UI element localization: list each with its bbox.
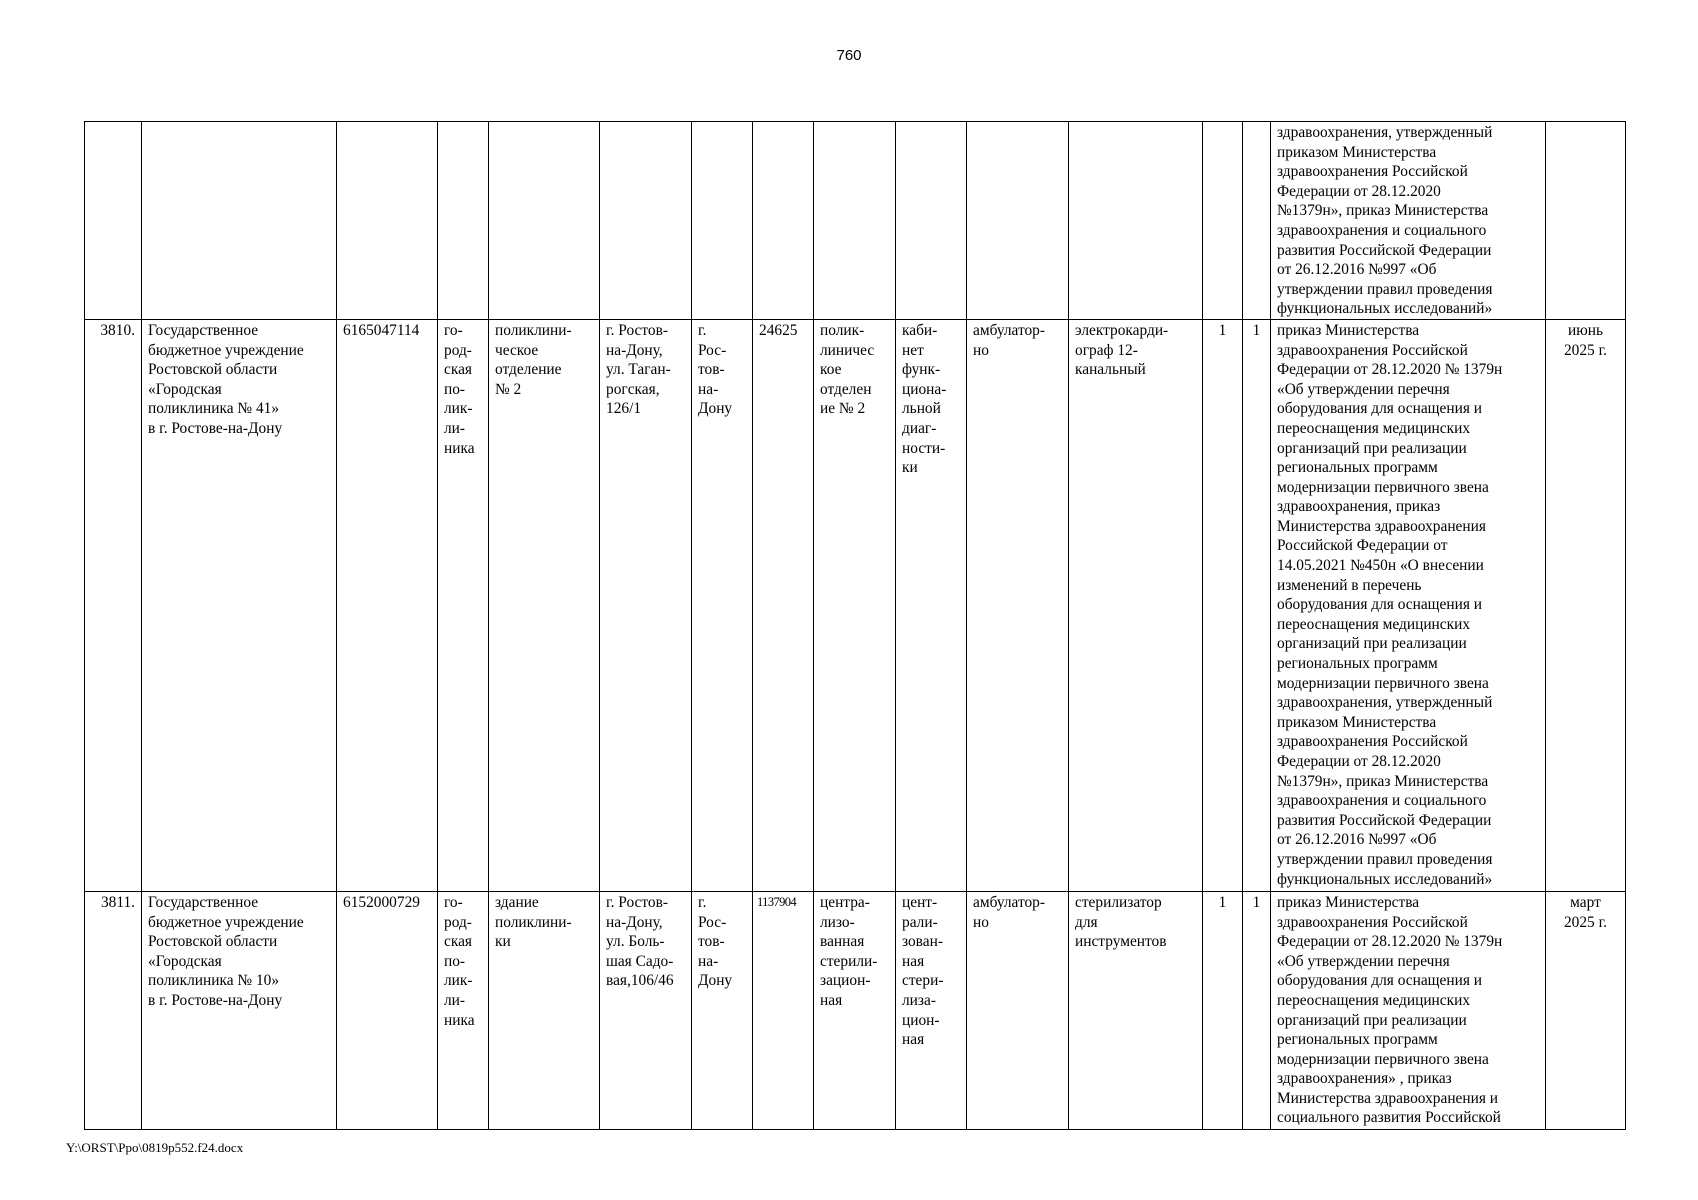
- equipment-cell: [1069, 122, 1203, 320]
- equipment-cell: [1069, 891, 1203, 1129]
- text-line: на-Дону,: [606, 341, 663, 359]
- organization-cell: [142, 891, 337, 1129]
- text-line: для: [1075, 913, 1098, 931]
- care-type-cell: [967, 891, 1069, 1129]
- inn-cell: 6152000729: [337, 891, 438, 1129]
- text-line: Рос-: [698, 341, 727, 359]
- text-line: функциональных исследований»: [1277, 300, 1493, 318]
- equipment-register-table: [84, 121, 1626, 1130]
- organization-cell: [142, 122, 337, 320]
- text-line: Ростовской области: [148, 361, 278, 379]
- unit-cell: [896, 891, 967, 1129]
- text-line: оборудования для оснащения и: [1277, 596, 1482, 614]
- text-line: утверждении правил проведения: [1277, 280, 1493, 298]
- text-line: «Городская: [148, 380, 222, 398]
- inn-cell: 6165047114: [337, 319, 438, 891]
- address-cell: [600, 319, 692, 891]
- text-line: Ростовской области: [148, 933, 278, 951]
- text-line: но: [973, 913, 989, 931]
- text-line: нет: [902, 341, 924, 359]
- text-line: каби-: [902, 321, 938, 339]
- legal-basis-cell: [1271, 122, 1546, 320]
- text-line: стерили-: [820, 952, 878, 970]
- text-line: бюджетное учреждение: [148, 913, 304, 931]
- text-line: «Об утверждении перечня: [1277, 380, 1450, 398]
- text-line: Дону: [698, 972, 733, 990]
- page-number: 760: [836, 47, 862, 64]
- text-line: зован-: [902, 933, 943, 951]
- text-line: приказ Министерства: [1277, 321, 1420, 339]
- text-line: бюджетное учреждение: [148, 341, 304, 359]
- text-line: переоснащения медицинских: [1277, 615, 1471, 633]
- text-line: здравоохранения Российской: [1277, 163, 1468, 181]
- text-line: линичес: [820, 341, 875, 359]
- text-line: «Об утверждении перечня: [1277, 952, 1450, 970]
- text-line: Рос-: [698, 913, 727, 931]
- city-cell: [692, 319, 753, 891]
- institution-type-cell: [438, 319, 489, 891]
- text-line: ная: [902, 952, 925, 970]
- text-line: вая,106/46: [606, 972, 674, 990]
- text-line: ника: [444, 1011, 475, 1029]
- text-line: социального развития Российской: [1277, 1109, 1501, 1127]
- text-line: развития Российской Федерации: [1277, 241, 1492, 259]
- text-line: диаг-: [902, 419, 937, 437]
- text-line: амбулатор-: [973, 321, 1045, 339]
- address-cell: [600, 122, 692, 320]
- text-line: тов-: [698, 361, 725, 379]
- text-line: ки: [902, 459, 918, 477]
- building-cell: [489, 891, 600, 1129]
- text-line: полик-: [820, 321, 865, 339]
- quantity-cell-2: 1: [1243, 319, 1271, 891]
- legal-basis-cell: [1271, 891, 1546, 1129]
- text-line: Российской Федерации от: [1277, 537, 1448, 555]
- text-line: ванная: [820, 933, 865, 951]
- text-line: но: [973, 341, 989, 359]
- institution-type-cell: [438, 122, 489, 320]
- text-line: род-: [444, 913, 472, 931]
- text-line: приказом Министерства: [1277, 143, 1437, 161]
- text-line: Федерации от 28.12.2020 № 1379н: [1277, 361, 1503, 379]
- text-line: стери-: [902, 972, 944, 990]
- text-line: здравоохранения Российской: [1277, 733, 1468, 751]
- text-line: приказ Министерства: [1277, 893, 1420, 911]
- text-line: ли-: [444, 419, 466, 437]
- text-line: электрокарди-: [1075, 321, 1169, 339]
- text-line: ческое: [495, 341, 539, 359]
- text-line: региональных программ: [1277, 459, 1438, 477]
- quantity-cell-2: [1243, 122, 1271, 320]
- text-line: Федерации от 28.12.2020 № 1379н: [1277, 933, 1503, 951]
- text-line: поликлиника № 10»: [148, 972, 280, 990]
- date-cell: [1546, 891, 1626, 1129]
- institution-type-cell: [438, 891, 489, 1129]
- text-line: го-: [444, 893, 463, 911]
- text-line: инструментов: [1075, 933, 1167, 951]
- text-line: г. Ростов-: [606, 321, 668, 339]
- text-line: оборудования для оснащения и: [1277, 400, 1482, 418]
- text-line: Государственное: [148, 893, 259, 911]
- text-line: региональных программ: [1277, 655, 1438, 673]
- text-line: здравоохранения и социального: [1277, 221, 1487, 239]
- text-line: развития Российской Федерации: [1277, 811, 1492, 829]
- care-type-cell: [967, 319, 1069, 891]
- division-cell: [814, 891, 896, 1129]
- text-line: функциональных исследований»: [1277, 870, 1493, 888]
- text-line: кое: [820, 361, 842, 379]
- text-line: лизо-: [820, 913, 855, 931]
- text-line: июнь: [1568, 321, 1603, 339]
- text-line: канальный: [1075, 361, 1146, 379]
- text-line: поликлини-: [495, 321, 572, 339]
- text-line: льной: [902, 400, 941, 418]
- city-cell: [692, 891, 753, 1129]
- text-line: 2025 г.: [1563, 341, 1608, 359]
- text-line: «Городская: [148, 952, 222, 970]
- text-line: здравоохранения, приказ: [1277, 498, 1441, 516]
- text-line: от 26.12.2016 №997 «Об: [1277, 831, 1437, 849]
- quantity-cell-2: 1: [1243, 891, 1271, 1129]
- inn-cell: [337, 122, 438, 320]
- text-line: в г. Ростове-на-Дону: [148, 991, 283, 1009]
- text-line: Дону: [698, 400, 733, 418]
- row-number-cell: 3810.: [85, 319, 142, 891]
- care-type-cell: [967, 122, 1069, 320]
- text-line: отделение: [495, 361, 562, 379]
- text-line: Государственное: [148, 321, 259, 339]
- text-line: приказом Министерства: [1277, 713, 1437, 731]
- division-cell: [814, 319, 896, 891]
- building-cell: [489, 122, 600, 320]
- text-line: №1379н», приказ Министерства: [1277, 772, 1489, 790]
- text-line: модернизации первичного звена: [1277, 1050, 1489, 1068]
- code-cell: 1137904: [753, 891, 814, 1129]
- city-cell: [692, 122, 753, 320]
- equipment-cell: [1069, 319, 1203, 891]
- text-line: цент-: [902, 893, 938, 911]
- text-line: центра-: [820, 893, 870, 911]
- code-cell: 24625: [753, 319, 814, 891]
- unit-cell: [896, 319, 967, 891]
- text-line: циона-: [902, 380, 947, 398]
- text-line: ская: [444, 361, 472, 379]
- text-line: ная: [820, 991, 843, 1009]
- text-line: в г. Ростове-на-Дону: [148, 419, 283, 437]
- quantity-cell: 1: [1203, 319, 1243, 891]
- division-cell: [814, 122, 896, 320]
- text-line: Федерации от 28.12.2020: [1277, 753, 1441, 770]
- text-line: отделен: [820, 380, 872, 398]
- text-line: г.: [698, 893, 707, 911]
- text-line: ки: [495, 933, 511, 951]
- unit-cell: [896, 122, 967, 320]
- text-line: г.: [698, 321, 707, 339]
- text-line: ская: [444, 933, 472, 951]
- text-line: здравоохранения Российской: [1277, 913, 1468, 931]
- text-line: ника: [444, 439, 475, 457]
- text-line: поликлини-: [495, 913, 572, 931]
- footer-file-path: Y:\ORST\Ppo\0819p552.f24.docx: [66, 1140, 244, 1155]
- date-cell: [1546, 319, 1626, 891]
- text-line: род-: [444, 341, 472, 359]
- text-line: ул. Таган-: [606, 361, 671, 379]
- text-line: 126/1: [606, 400, 642, 418]
- text-line: модернизации первичного звена: [1277, 674, 1489, 692]
- text-line: по-: [444, 952, 466, 970]
- text-line: лик-: [444, 972, 473, 990]
- text-line: Министерства здравоохранения и: [1277, 1089, 1499, 1107]
- code-cell: [753, 122, 814, 320]
- text-line: утверждении правил проведения: [1277, 850, 1493, 868]
- organization-cell: [142, 319, 337, 891]
- text-line: ная: [902, 1031, 925, 1049]
- quantity-cell: 1: [1203, 891, 1243, 1129]
- text-line: цион-: [902, 1011, 940, 1029]
- text-line: лиза-: [902, 991, 936, 1009]
- text-line: на-Дону,: [606, 913, 663, 931]
- text-line: здравоохранения, утвержденный: [1277, 694, 1493, 712]
- text-line: 2025 г.: [1563, 913, 1608, 931]
- text-line: здравоохранения Российской: [1277, 341, 1468, 359]
- text-line: № 2: [495, 380, 522, 398]
- text-line: ул. Боль-: [606, 933, 665, 951]
- text-line: организаций при реализации: [1277, 439, 1467, 457]
- text-line: шая Садо-: [606, 952, 674, 970]
- text-line: изменений в перечень: [1277, 576, 1422, 594]
- text-line: го-: [444, 321, 463, 339]
- text-line: март: [1570, 893, 1601, 911]
- text-line: поликлиника № 41»: [148, 400, 280, 418]
- legal-basis-cell: [1271, 319, 1546, 891]
- text-line: здравоохранения и социального: [1277, 792, 1487, 810]
- text-line: здравоохранения, утвержденный: [1277, 124, 1493, 141]
- text-line: 14.05.2021 №450н «О внесении: [1277, 557, 1484, 575]
- text-line: ие № 2: [820, 400, 866, 418]
- text-line: ности-: [902, 439, 946, 457]
- text-line: зацион-: [820, 972, 871, 990]
- row-number-cell: 3811.: [85, 891, 142, 1129]
- text-line: организаций при реализации: [1277, 635, 1467, 653]
- text-line: рогская,: [606, 380, 660, 398]
- text-line: по-: [444, 380, 466, 398]
- text-line: амбулатор-: [973, 893, 1045, 911]
- table-row: [85, 319, 1626, 891]
- text-line: рали-: [902, 913, 938, 931]
- text-line: здравоохранения» , приказ: [1277, 1070, 1452, 1088]
- text-line: переоснащения медицинских: [1277, 991, 1471, 1009]
- quantity-cell: [1203, 122, 1243, 320]
- text-line: региональных программ: [1277, 1031, 1438, 1049]
- address-cell: [600, 891, 692, 1129]
- text-line: на-: [698, 952, 719, 970]
- text-line: тов-: [698, 933, 725, 951]
- building-cell: [489, 319, 600, 891]
- date-cell: [1546, 122, 1626, 320]
- text-line: ограф 12-: [1075, 341, 1138, 359]
- text-line: Министерства здравоохранения: [1277, 517, 1486, 535]
- text-line: лик-: [444, 400, 473, 418]
- text-line: г. Ростов-: [606, 893, 668, 911]
- text-line: ли-: [444, 991, 466, 1009]
- text-line: на-: [698, 380, 719, 398]
- text-line: Федерации от 28.12.2020: [1277, 182, 1441, 200]
- table-row: [85, 891, 1626, 1129]
- table-row: [85, 122, 1626, 320]
- text-line: №1379н», приказ Министерства: [1277, 202, 1489, 220]
- text-line: оборудования для оснащения и: [1277, 972, 1482, 990]
- text-line: переоснащения медицинских: [1277, 419, 1471, 437]
- text-line: от 26.12.2016 №997 «Об: [1277, 261, 1437, 279]
- row-number-cell: [85, 122, 142, 320]
- text-line: здание: [495, 893, 539, 911]
- text-line: модернизации первичного звена: [1277, 478, 1489, 496]
- text-line: организаций при реализации: [1277, 1011, 1467, 1029]
- text-line: стерилизатор: [1075, 893, 1162, 911]
- text-line: функ-: [902, 361, 941, 379]
